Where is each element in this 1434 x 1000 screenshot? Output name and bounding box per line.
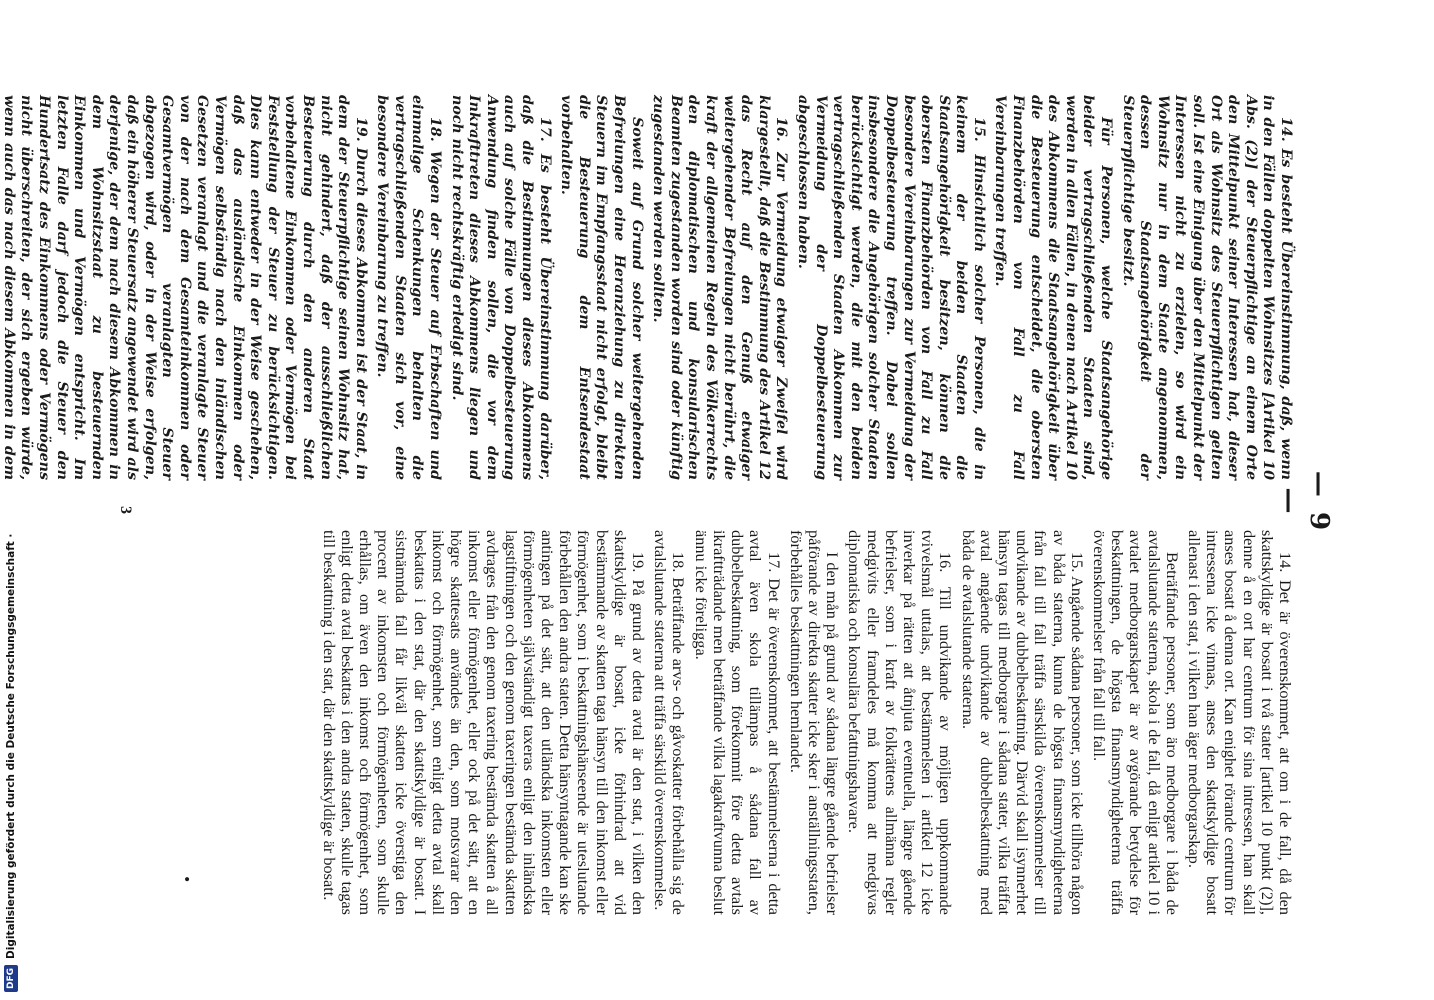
german-column — [0, 95, 1294, 480]
swedish-paragraph: 19. På grund av detta avtal är den stat, i vilken den skattskyldige är bosatt, icke förhindrad att vid bestämmande av skatten taga hänsyn till den inkomst eller förmögenhet, som i beskattningshänseende är uteslutande förbehållen den andra staten. Detta hänsyntagande kan ske antingen på det sätt, att den utländska inkomsten eller förmögenheten självständigt taxeras enligt den inländska lagstiftningen och den genom taxeringen bestämda skatten avdrages från den genom taxering bestämda skatten å all inkomst eller förmögenhet, eller ock på det sätt, att en högre skattesats användes än den, som motsvarar den inkomst och förmögenhet, som enligt detta avtal skall beskattas i den stat, där den skattskyldige är bosatt. I sistnämnda fall får likväl skatten icke överstiga den procent av inkomsten och förmögenheten, som skulle erhållas, om även den inkomst och förmögenhet, som enligt detta avtal beskattas i den andra staten, skulle tagas till beskattning i den stat, där den skattskyldige är bosatt. — [319, 530, 649, 915]
german-paragraph: 17. Es besteht Übereinstimmung darüber, daß die Bestimmungen dieses Abkommens auch auf solche Fälle von Doppelbesteuerung Anwendung finden sollen, die vor dem Inkrafttreten dieses Abkommens liegen und noch nicht rechtskräftig erledigt sind. — [448, 95, 553, 480]
swedish-paragraph: 14. Det är överenskommet, att om i de fall, då den skattskyldige är bosatt i två stater [artikel 10 punkt (2)], denne å en ort har centrum för sina intressen, han skall anses bosatt å denna ort. Kan enighet rörande centrum för intressena icke vinnas, anses den skattskyldige bosatt allenast i den stat, i vilken han äger medborgarskap. — [1184, 530, 1295, 915]
dfg-logo-icon: DFG — [4, 965, 18, 992]
page-number: — 9 — — [1274, 470, 1334, 534]
sheet-signature: 3 — [117, 506, 134, 514]
swedish-paragraph: 15. Angående sådana personer, som icke tillhöra någon av båda staterna, kunna de högsta finansmyndigheterna från fall till fall träffa särskilda överenskommelser till undvikande av dubbelbeskattning. Därvid skall isynnerhet hänsyn tagas till medborgare i sådana stater, vilka träffat avtal angående undvikande av dubbelbeskattning med båda de avtalslutande staterna. — [958, 530, 1087, 915]
swedish-paragraph: 17. Det är överenskommet, att bestämmelserna i detta avtal även skola tillämpas å sådana fall av dubbelbeskattning, som förekommit före detta avtals ikraftträdande men beträffande vilka lagakraftvunna beslut ännu icke föreligga. — [691, 530, 784, 915]
german-paragraph: 15. Hinsichtlich solcher Personen, die in keinem der beiden Staaten die Staatsangehörigkeit besitzen, können die obersten Finanzbehörden von Fall zu Fall besondere Vereinbarungen zur Vermeidung der Doppelbesteuerung treffen. Dabei sollen insbesondere die Angehörigen solcher Staaten berücksichtigt werden, die mit den beiden vertragschließenden Staaten Abkommen zur Vermeidung der Doppelbesteuerung abgeschlossen haben. — [794, 95, 987, 480]
swedish-paragraph: Beträffande personer, som äro medborgare i båda de avtalslutande staterna, skola i de fall, då enligt artikel 10 i avtalet medborgarskapet är av avgörande betydelse för beskattningen, de högsta finansmyndigheterna träffa överenskommelser från fall till fall. — [1089, 530, 1182, 915]
swedish-column — [315, 530, 1294, 915]
german-paragraph: 18. Wegen der Steuer auf Erbschaften und einmalige Schenkungen behalten die vertragschließenden Staaten sich vor, eine besondere Vereinbarung zu treffen. — [374, 95, 444, 480]
german-paragraph: 16. Zur Vermeidung etwaiger Zweifel wird klargestellt, daß die Bestimmung des Artikel 12 das Recht auf den Genuß etwaiger weitergehender Befreiungen nicht berührt, die kraft der allgemeinen Regeln des Völkerrechts den diplomatischen und konsularischen Beamten zugestanden worden sind oder künftig zugestanden werden sollten. — [650, 95, 790, 480]
german-paragraph: Soweit auf Grund solcher weitergehenden Befreiungen eine Heranziehung zu direkten Steuern im Empfangsstaat nicht erfolgt, bleibt die Besteuerung dem Entsendestaat vorbehalten. — [558, 95, 645, 480]
swedish-paragraph: 18. Beträffande arvs- och gåvoskatter förbehålla sig de avtalslutande staterna att träffa särskild överenskommelse. — [651, 530, 689, 915]
swedish-paragraph: I den mån på grund av sådana längre gående befrielser påförande av direkta skatter icke sker i anställningsstaten, förbehålles beskattningen hemlandet. — [786, 530, 843, 915]
german-paragraph: 19. Durch dieses Abkommen ist der Staat, in dem der Steuerpflichtige seinen Wohnsitz hat, nicht gehindert, daß der ausschließlichen Besteuerung durch den anderen Staat vorbehaltene Einkommen oder Vermögen bei Feststellung der Steuer zu berücksichtigen. Dies kann entweder in der Weise geschehen, daß das ausländische Einkommen oder Vermögen selbständig nach den inländischen Gesetzen veranlagt und die veranlagte Steuer von der nach dem Gesamteinkommen oder Gesamtvermögen veranlagten Steuer abgezogen wird, oder in der Weise erfolgen, daß ein höherer Steuersatz angewendet wird als derjenige, der dem nach diesem Abkommen in dem Wohnsitzstaat zu besteuernden Einkommen und Vermögen entspricht. Im letzten Falle darf jedoch die Steuer den Hundertsatz des Einkommens oder Vermögens nicht überschreiten, der sich ergeben würde, wenn auch das nach diesem Abkommen in dem — [0, 95, 369, 480]
digitization-credit — [0, 0, 22, 1000]
credit-text: Digitalisierung gefördert durch die Deutsche Forschungsgemeinschaft · — [5, 533, 17, 959]
swedish-paragraph: 16. Till undvikande av möjligen uppkommande tvivelsmål uttalas, att bestämmelsen i artikel 12 icke inverkar på rätten att åtnjuta eventuella, längre gående befrielser, som i kraft av folkrättens allmänna regler medgivits eller framdeles må komma att medgivas diplomatiska och konsulära befattningshavare. — [845, 530, 956, 915]
stray-mark: • — [178, 875, 194, 884]
german-paragraph: 14. Es besteht Übereinstimmung, daß, wenn in den Fällen doppelten Wohnsitzes [Artikel 10 Abs. (2)] der Steuerpflichtige an einem Orte den Mittelpunkt seiner Interessen hat, dieser Ort als Wohnsitz des Steuerpflichtigen gelten soll. Ist eine Einigung über den Mittelpunkt der Interessen nicht zu erzielen, so wird ein Wohnsitz nur in dem Staate angenommen, dessen Staatsangehörigkeit der Steuerpflichtige besitzt. — [1119, 95, 1294, 480]
german-paragraph: Für Personen, welche Staatsangehörige beider vertragschließenden Staaten sind, werden in allen Fällen, in denen nach Artikel 10 des Abkommens die Staatsangehörigkeit über die Besteuerung entscheidet, die obersten Finanzbehörden von Fall zu Fall Vereinbarungen treffen. — [992, 95, 1115, 480]
